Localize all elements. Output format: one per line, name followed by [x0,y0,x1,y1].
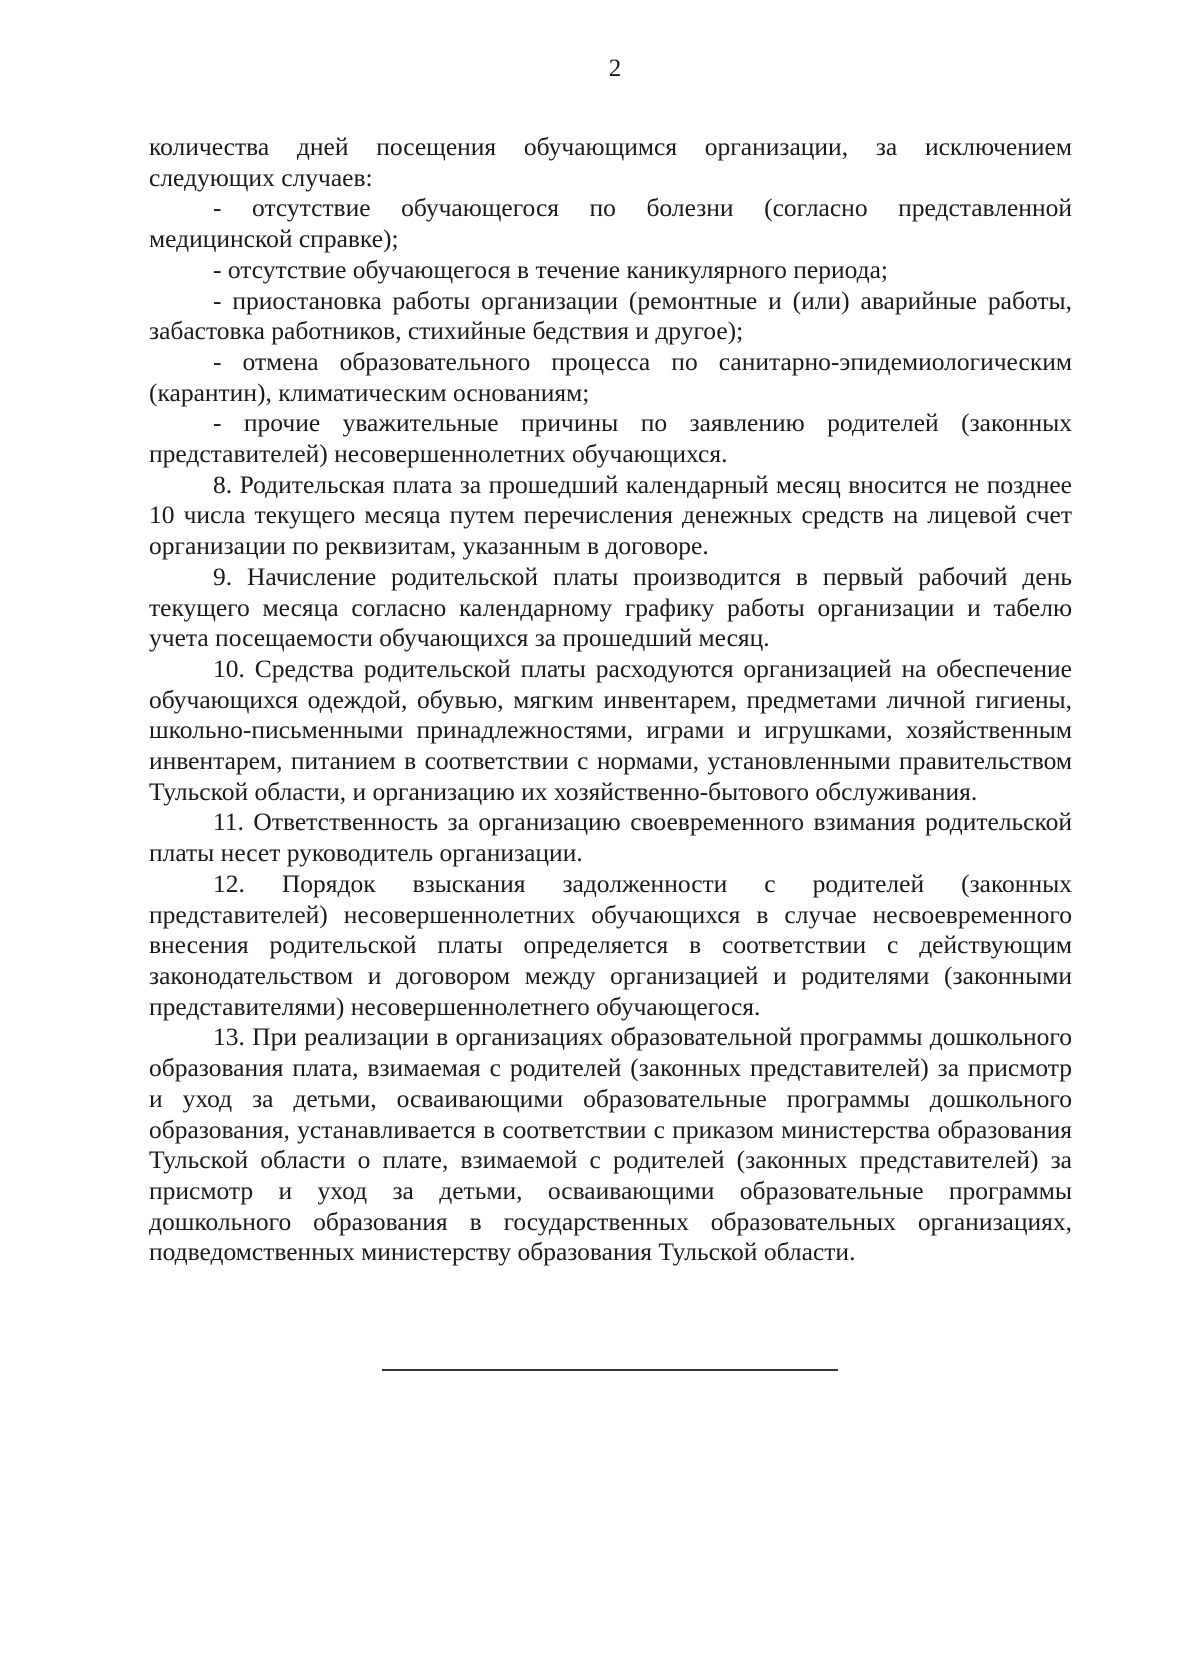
document-body [149,132,1072,1268]
paragraph-11: 11. Ответственность за организацию своевременного взимания родительской платы несет руководитель организации. [149,807,1072,868]
list-item-other-reasons: - прочие уважительные причины по заявлению родителей (законных представителей) несовершеннолетних обучающихся. [149,408,1072,469]
paragraph-9: 9. Начисление родительской платы производится в первый рабочий день текущего месяца согласно календарному графику работы организации и табелю учета посещаемости обучающихся за прошедший месяц. [149,561,1072,653]
paragraph-8: 8. Родительская плата за прошедший календарный месяц вносится не позднее 10 числа текущего месяца путем перечисления денежных средств на лицевой счет организации по реквизитам, указанным в договоре. [149,469,1072,561]
list-item-suspension: - приостановка работы организации (ремонтные и (или) аварийные работы, забастовка работников, стихийные бедствия и другое); [149,285,1072,346]
paragraph-13: 13. При реализации в организациях образовательной программы дошкольного образования плата, взимаемая с родителей (законных представителей) за присмотр и уход за детьми, осваивающими образовательные программы дошкольного образования, устанавливается в соответствии с приказом министерства образования Тульской области о плате, взимаемой с родителей (законных представителей) за присмотр и уход за детьми, осваивающими образовательные программы дошкольного образования в государственных образовательных организациях, подведомственных министерству образования Тульской области. [149,1022,1072,1267]
end-of-document-rule [382,1369,838,1371]
paragraph-intro-continuation: количества дней посещения обучающимся организации, за исключением следующих случаев: [149,132,1072,192]
list-item-vacation: - отсутствие обучающегося в течение каникулярного периода; [213,254,888,284]
paragraph-12: 12. Порядок взыскания задолженности с родителей (законных представителей) несовершеннолетних обучающихся в случае несвоевременного внесения родительской платы определяется в соответствии с действующим законодательством и договором между организацией и родителями (законными представителями) несовершеннолетнего обучающегося. [149,868,1072,1021]
list-item-illness: - отсутствие обучающегося по болезни (согласно представленной медицинской справке); [149,193,1072,254]
list-item-quarantine: - отмена образовательного процесса по санитарно-эпидемиологическим (карантин), климатическим основаниям; [149,346,1072,407]
page-number: 2 [608,55,622,82]
paragraph-10: 10. Средства родительской платы расходуются организацией на обеспечение обучающихся одеждой, обувью, мягким инвентарем, предметами личной гигиены, школьно-письменными принадлежностями, играми и игрушками, хозяйственным инвентарем, питанием в соответствии с нормами, установленными правительством Тульской области, и организацию их хозяйственно-бытового обслуживания. [149,653,1072,806]
